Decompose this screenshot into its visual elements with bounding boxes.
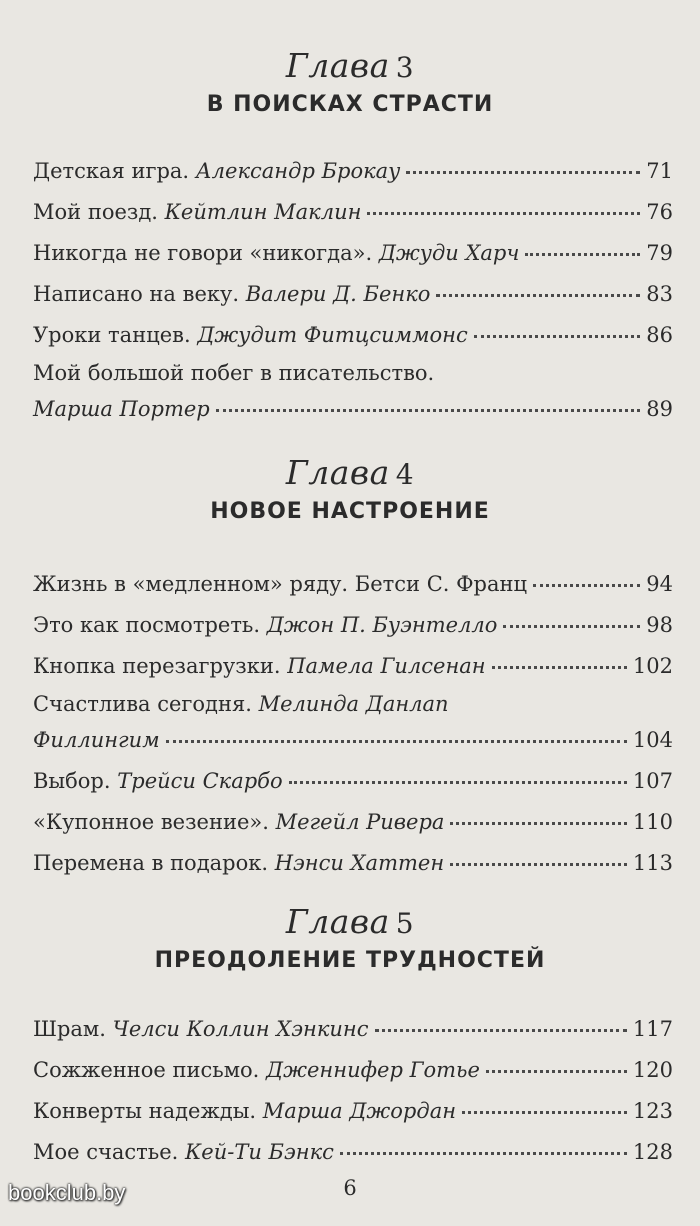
chapter-5-heading [0,904,700,973]
entry-author: Джон П. Буэнтелло [266,613,498,637]
entry-page-number: 104 [632,728,673,752]
entry-title: Жизнь в «медленном» ряду. [33,572,349,596]
dot-leader [367,212,640,215]
toc-entry[interactable] [33,596,673,637]
chapter-4-heading [0,455,700,524]
chapter-5-entries [33,1000,673,1164]
chapter-word: Глава [285,46,390,85]
dot-leader [486,1070,627,1073]
entry-title: Мое счастье. [33,1140,179,1164]
dot-leader [340,1152,627,1155]
entry-page-number: 94 [646,572,673,596]
watermark-text: bookclub.by [8,1180,126,1205]
toc-entry[interactable] [33,183,673,224]
toc-entry[interactable] [33,678,673,752]
dot-leader [450,822,626,825]
chapter-word: Глава [285,902,390,941]
toc-entry[interactable] [33,306,673,347]
entry-author: Бетси С. Франц [354,572,528,596]
entry-title: Счастлива сегодня. [33,692,252,716]
chapter-number: 3 [395,51,415,84]
entry-author: Челси Коллин Хэнкинс [112,1017,369,1041]
entry-title: Выбор. [33,769,111,793]
entry-page-number: 113 [632,851,673,875]
entry-author: Марша Джордан [262,1099,457,1123]
toc-entry[interactable] [33,142,673,183]
chapter-subtitle: ПРЕОДОЛЕНИЕ ТРУДНОСТЕЙ [154,948,546,973]
entry-author: Трейси Скарбо [117,769,283,793]
entry-title: Кнопка перезагрузки. [33,654,281,678]
entry-title: Мой большой побег в писательство. [33,361,435,385]
toc-entry[interactable] [33,1082,673,1123]
dot-leader [216,409,641,412]
entry-title: Сожженное письмо. [33,1058,260,1082]
entry-title: Уроки танцев. [33,323,191,347]
chapter-number: 4 [395,458,415,491]
toc-entry[interactable] [33,555,673,596]
dot-leader [462,1111,627,1114]
entry-page-number: 110 [632,810,673,834]
chapter-3-entries [33,142,673,421]
entry-page-number: 98 [646,613,673,637]
entry-author: Валери Д. Бенко [245,282,431,306]
dot-leader [503,625,640,628]
dot-leader [289,781,627,784]
dot-leader [406,171,640,174]
dot-leader [166,740,627,743]
entry-author: Памела Гилсенан [287,654,486,678]
chapter-subtitle: В ПОИСКАХ СТРАСТИ [206,92,494,117]
chapter-number: 5 [395,907,415,940]
chapter-title [0,904,700,942]
entry-page-number: 79 [646,241,673,265]
entry-page-number: 123 [632,1099,673,1123]
toc-entry[interactable] [33,265,673,306]
dot-leader [436,294,640,297]
dot-leader [533,584,640,587]
toc-entry[interactable] [33,1000,673,1041]
entry-author: Дженнифер Готье [266,1058,480,1082]
chapter-word: Глава [285,453,390,492]
entry-page-number: 102 [632,654,673,678]
toc-entry[interactable] [33,637,673,678]
entry-title: Никогда не говори «никогда». [33,241,373,265]
entry-author: Джуди Харч [378,241,520,265]
entry-page-number: 83 [646,282,673,306]
chapter-title [0,48,700,86]
dot-leader [375,1029,627,1032]
entry-title: Это как посмотреть. [33,613,261,637]
toc-entry[interactable] [33,752,673,793]
entry-title: Шрам. [33,1017,106,1041]
dot-leader [450,863,627,866]
entry-page-number: 86 [646,323,673,347]
entry-author: Кейтлин Маклин [164,200,362,224]
entry-page-number: 128 [632,1140,673,1164]
entry-author: Мегейл Ривера [275,810,445,834]
toc-entry[interactable] [33,347,673,421]
dot-leader [492,666,627,669]
entry-author: Марша Портер [33,397,210,421]
entry-author: Александр Брокау [195,159,401,183]
toc-entry[interactable] [33,834,673,875]
entry-page-number: 120 [632,1058,673,1082]
toc-entry[interactable] [33,793,673,834]
entry-title: Написано на веку. [33,282,240,306]
toc-entry[interactable] [33,1123,673,1164]
entry-page-number: 76 [646,200,673,224]
entry-author: Джудит Фитцсиммонс [197,323,468,347]
entry-page-number: 117 [632,1017,673,1041]
toc-entry[interactable] [33,1041,673,1082]
entry-title: Конверты надежды. [33,1099,257,1123]
entry-title: Перемена в подарок. [33,851,269,875]
dot-leader [474,335,641,338]
dot-leader [525,253,640,256]
entry-author: Филлингим [33,728,160,752]
page-number: 6 [343,1176,357,1200]
chapter-title [0,455,700,493]
chapter-3-heading [0,48,700,117]
toc-entry[interactable] [33,224,673,265]
entry-author: Кей-Ти Бэнкс [185,1140,334,1164]
entry-page-number: 71 [646,159,673,183]
entry-title: Детская игра. [33,159,190,183]
entry-title: «Купонное везение». [33,810,269,834]
entry-page-number: 107 [632,769,673,793]
chapter-subtitle: НОВОЕ НАСТРОЕНИЕ [210,499,490,524]
entry-title: Мой поезд. [33,200,158,224]
chapter-4-entries [33,555,673,875]
entry-author: Нэнси Хаттен [274,851,445,875]
entry-page-number: 89 [646,397,673,421]
entry-author-line1: Мелинда Данлап [258,692,449,716]
